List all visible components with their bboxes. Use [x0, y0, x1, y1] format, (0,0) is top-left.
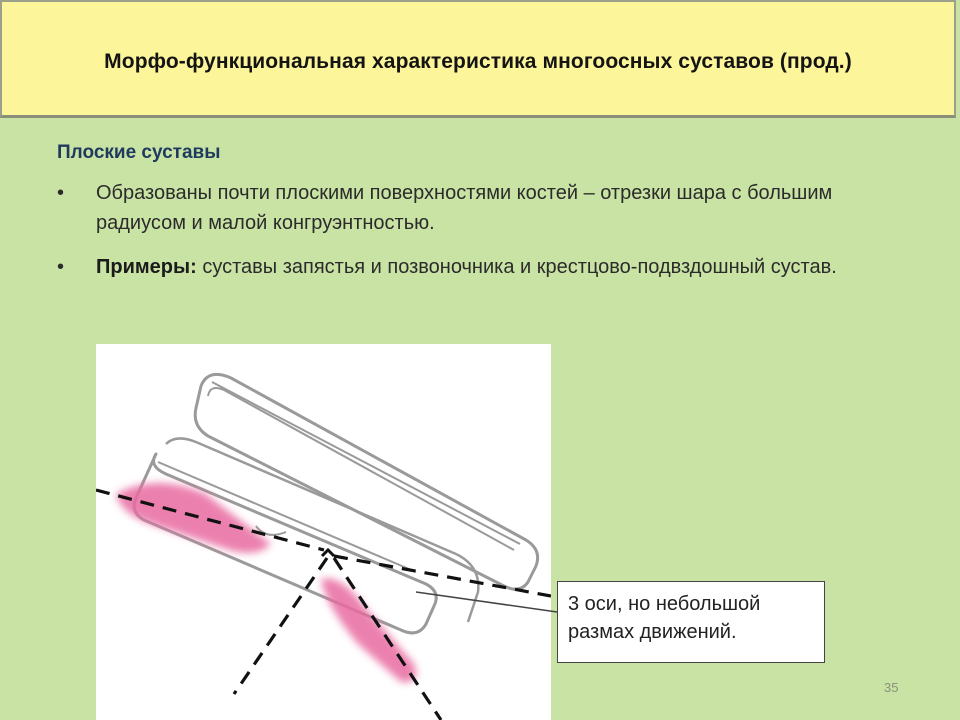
bullet-text: Образованы почти плоскими поверхностями костей – отрезки шара с большим радиусом и малой конгруэнтностью.: [96, 182, 833, 234]
bullet-marker: •: [57, 256, 65, 278]
slide-title: Морфо-функциональная характеристика многоосных суставов (прод.): [104, 49, 852, 73]
plane-joint-figure: [96, 344, 551, 720]
bullet-text: суставы запястья и позвоночника и крестцово-подвздошный сустав.: [196, 256, 837, 278]
axis-line: [334, 556, 551, 596]
slide-number: 35: [884, 680, 899, 695]
axis-vertex: [322, 550, 334, 556]
bullet-item: [57, 178, 917, 238]
callout-line-1: 3 оси, но небольшой: [568, 593, 761, 615]
plane-joint-diagram-icon: [96, 344, 551, 720]
upper-bone-plate: [195, 374, 537, 589]
bullet-marker: •: [57, 182, 65, 204]
callout-box: [557, 581, 825, 663]
callout-line-2: размах движений.: [568, 621, 737, 643]
lower-bone-plate: [134, 438, 478, 632]
title-box: [0, 0, 956, 118]
content-area: [57, 142, 917, 296]
bullet-item: [57, 252, 917, 282]
bullet-bold-label: Примеры:: [96, 256, 197, 278]
joint-surface-highlight: [116, 483, 416, 682]
subheading: Плоские суставы: [57, 142, 221, 163]
